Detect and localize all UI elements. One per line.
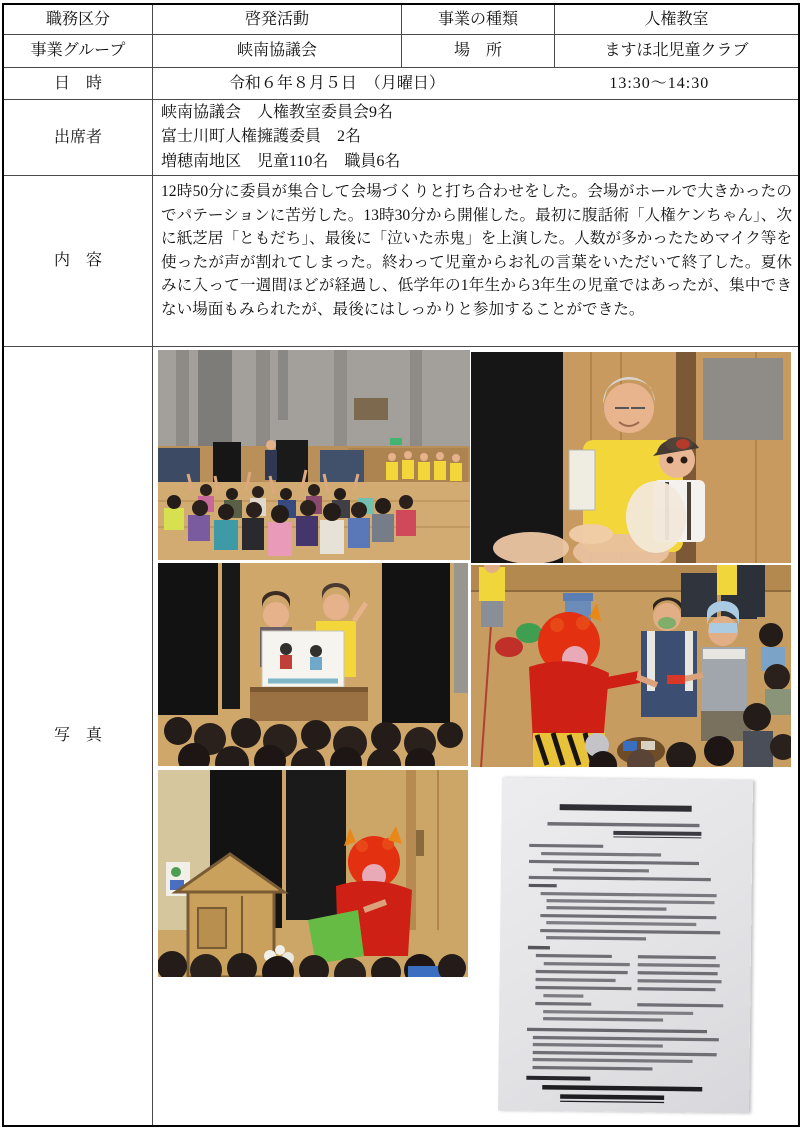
datetime-label: 日 時 xyxy=(4,68,153,99)
photo-oni-cardboard-house xyxy=(158,770,468,977)
event-time: 13:30～14:30 xyxy=(609,74,710,92)
attendee-line: 峡南協議会 人権教室委員会9名 xyxy=(161,103,394,121)
photos-label: 写 真 xyxy=(4,347,153,1125)
job-category-value: 啓発活動 xyxy=(153,5,402,34)
business-group-label: 事業グループ xyxy=(4,35,153,67)
place-label: 場 所 xyxy=(402,35,555,67)
ventriloquist-illustration xyxy=(471,352,791,563)
kamishibai-illustration xyxy=(158,563,468,766)
table-row xyxy=(4,175,798,346)
table-row xyxy=(4,34,798,67)
oni-house-illustration xyxy=(158,770,468,977)
photo-area xyxy=(153,347,798,1125)
attendees-list xyxy=(153,100,798,175)
program-document-illustration xyxy=(498,777,753,1113)
content-body xyxy=(153,176,798,346)
photo-red-oni-performance xyxy=(471,565,791,767)
photo-kamishibai xyxy=(158,563,468,766)
red-oni-illustration xyxy=(471,565,791,767)
photo-ventriloquist-puppet xyxy=(471,352,791,563)
content-text: 12時50分に委員が集合して会場づくりと打ち合わせをした。会場がホールで大きかったのでパテーションに苦労した。13時30分から開催した。最初に腹話術「人権ケンちゃん」、次に紙芝居「ともだち」、最後に「泣いた赤鬼」を上演した。人数が多かったためマイク等を使ったが声が割れてしまった。終わって児童からお礼の言葉をいただいて終了した。夏休みに入って一週間ほどが経過し、低学年の1年生から3年生の児童ではあったが、集中できない場面もみられたが、最後にはしっかりと参加することができた。 xyxy=(161,183,792,318)
picture-card xyxy=(262,631,344,687)
business-type-value: 人権教室 xyxy=(644,10,709,28)
attendees-label: 出席者 xyxy=(4,100,153,175)
job-category-label: 職務区分 xyxy=(4,5,153,34)
datetime-value xyxy=(153,68,798,99)
place-value: ますほ北児童クラブ xyxy=(604,42,749,60)
photo-program-document xyxy=(498,777,753,1113)
attendee-line: 富士川町人権擁護委員 2名 xyxy=(161,128,362,146)
business-group-value: 峡南協議会 xyxy=(153,35,402,67)
table-row xyxy=(4,67,798,99)
table-row xyxy=(4,99,798,175)
hall-overview-illustration xyxy=(158,350,470,560)
business-type-label: 事業の種類 xyxy=(402,5,555,34)
speaker-figure xyxy=(265,440,277,480)
attendee-line: 増穂南地区 児童110名 職員6名 xyxy=(161,152,401,170)
content-label: 内 容 xyxy=(4,176,153,346)
photo-hall-overview xyxy=(158,350,470,560)
report-table xyxy=(2,3,800,1127)
table-row xyxy=(4,5,798,34)
table-row xyxy=(4,346,798,1125)
event-date: 令和６年８月５日 （月曜日） xyxy=(228,74,445,92)
